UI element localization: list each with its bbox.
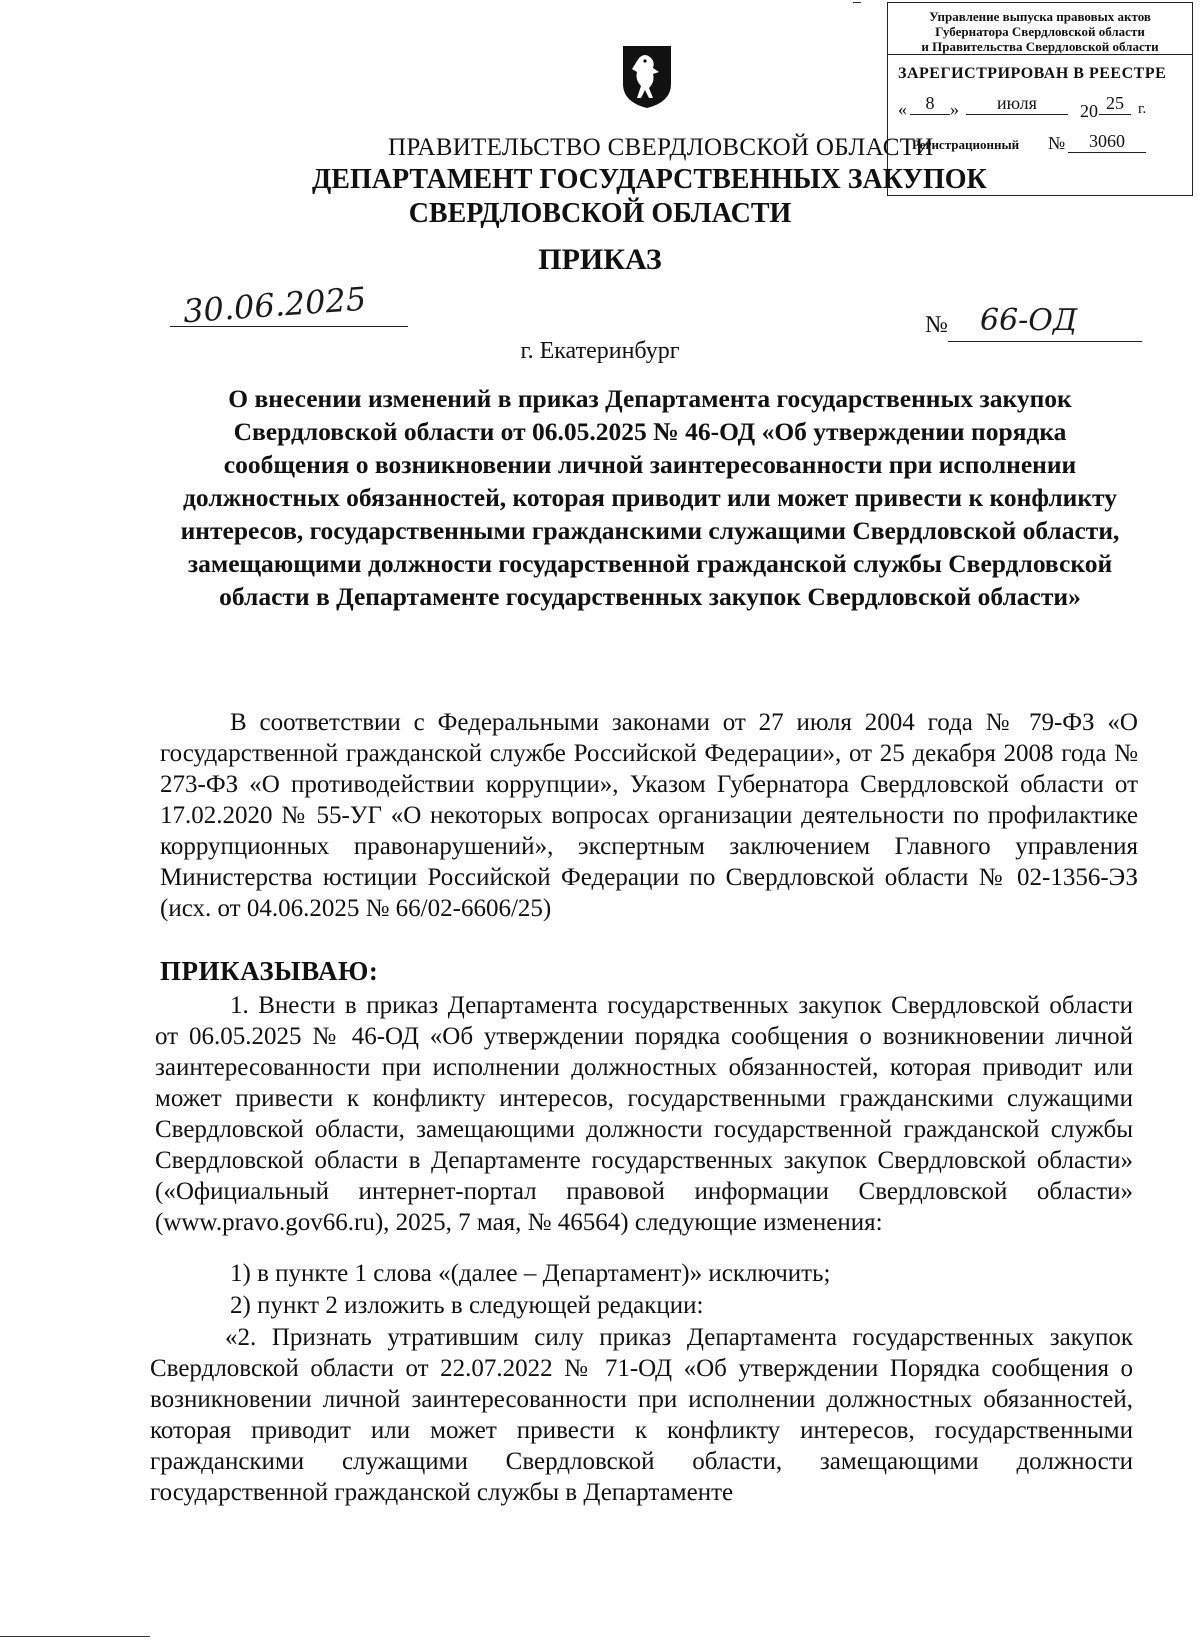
number-label: № (925, 312, 948, 338)
stamp-org-line: Губернатора Свердловской области (935, 24, 1145, 39)
stamp-reg-label: Регистрационный (912, 137, 1020, 152)
city: г. Екатеринбург (520, 338, 680, 364)
subitem-1-paragraph: 1) в пункте 1 слова «(далее – Департамент)» исключить; (230, 1260, 831, 1287)
stamp-number-sign: № (1048, 133, 1066, 153)
stamp-quote-open: « (898, 99, 907, 119)
page-mark (853, 2, 861, 3)
handwritten-number: 66-ОД (980, 303, 1078, 338)
stamp-quote-close: » (950, 99, 959, 119)
stamp-year-unit: г. (1138, 101, 1147, 117)
department-name-line-1: ДЕПАРТАМЕНТ ГОСУДАРСТВЕННЫХ ЗАКУПОК (312, 164, 987, 195)
stamp-month: июля (966, 93, 1068, 115)
stamp-org-line: и Правительства Свердловской области (921, 39, 1159, 54)
preamble-paragraph: В соответствии с Федеральными законами от 27 июля 2004 года № 79-ФЗ «О государственной гражданской службе Российской Федерации», от 25 декабря 2008 года № 273-ФЗ «О противодействии коррупции», Указом Губернатора Свердловской области от 17.02.2020 № 55-УГ «О некоторых вопросах организации деятельности по профилактике коррупционных правонарушений», экспертным заключением Главного управления Министерства юстиции Российской Федерации по Свердловской области № 02-1356-ЭЗ (исх. от 04.06.2025 № 66/02-6606/25) (160, 709, 1138, 922)
stamp-organization (888, 3, 1192, 55)
department-name-line-2: СВЕРДЛОВСКОЙ ОБЛАСТИ (408, 198, 792, 229)
stamp-day: 8 (910, 93, 950, 115)
stamp-registered-label: ЗАРЕГИСТРИРОВАН В РЕЕСТРЕ (898, 65, 1167, 82)
stamp-year-suffix: 25 (1099, 93, 1131, 115)
order-verb: ПРИКАЗЫВАЮ: (160, 956, 379, 986)
document-type: ПРИКАЗ (538, 243, 662, 276)
coat-of-arms-icon (621, 44, 673, 110)
item-1-paragraph: 1. Внести в приказ Департамента государственных закупок Свердловской области от 06.05.2025 № 46-ОД «Об утверждении порядка сообщения о возникновении личной заинтересованности при исполнении должностных обязанностей, которая приводит или может привести к конфликту интересов, государственными гражданскими служащими Свердловской области, замещающими должности государственной гражданской службы Свердловской области в Департаменте государственных закупок Свердловской области» («Официальный интернет-портал правовой информации Свердловской области» (www.pravo.gov66.ru), 2025, 7 мая, № 46564) следующие изменения: (155, 992, 1133, 1236)
subitem-2-paragraph: 2) пункт 2 изложить в следующей редакции: (230, 1292, 704, 1319)
government-name: ПРАВИТЕЛЬСТВО СВЕРДЛОВСКОЙ ОБЛАСТИ (388, 134, 934, 161)
handwritten-date: 30.06.2025 (181, 279, 368, 331)
stamp-reg-number: 3060 (1068, 131, 1146, 153)
stamp-date (898, 93, 1192, 123)
stamp-year-prefix: 20 (1080, 101, 1098, 121)
order-subject: О внесении изменений в приказ Департамента государственных закупок Свердловской области от 06.05.2025 № 46-ОД «Об утверждении порядка сообщения о возникновении личной заинтересованности при исполнении должностных обязанностей, которая приводит или может привести к конфликту интересов, государственными гражданскими служащими Свердловской области, замещающими должности государственной гражданской службы Свердловской области в Департаменте государственных закупок Свердловской области» (180, 384, 1120, 611)
quoted-point-2-paragraph: «2. Признать утратившим силу приказ Департамента государственных закупок Свердловской области от 22.07.2022 № 71-ОД «Об утверждении Порядка сообщения о возникновении личной заинтересованности при исполнении должностных обязанностей, которая приводит или может привести к конфликту интересов, государственными гражданскими служащими Свердловской области, замещающими должности государственной гражданской службы в Департаменте (150, 1324, 1133, 1506)
stamp-org-line: Управление выпуска правовых актов (929, 9, 1151, 24)
date-underline (170, 326, 408, 327)
footer-rule (0, 1636, 150, 1637)
